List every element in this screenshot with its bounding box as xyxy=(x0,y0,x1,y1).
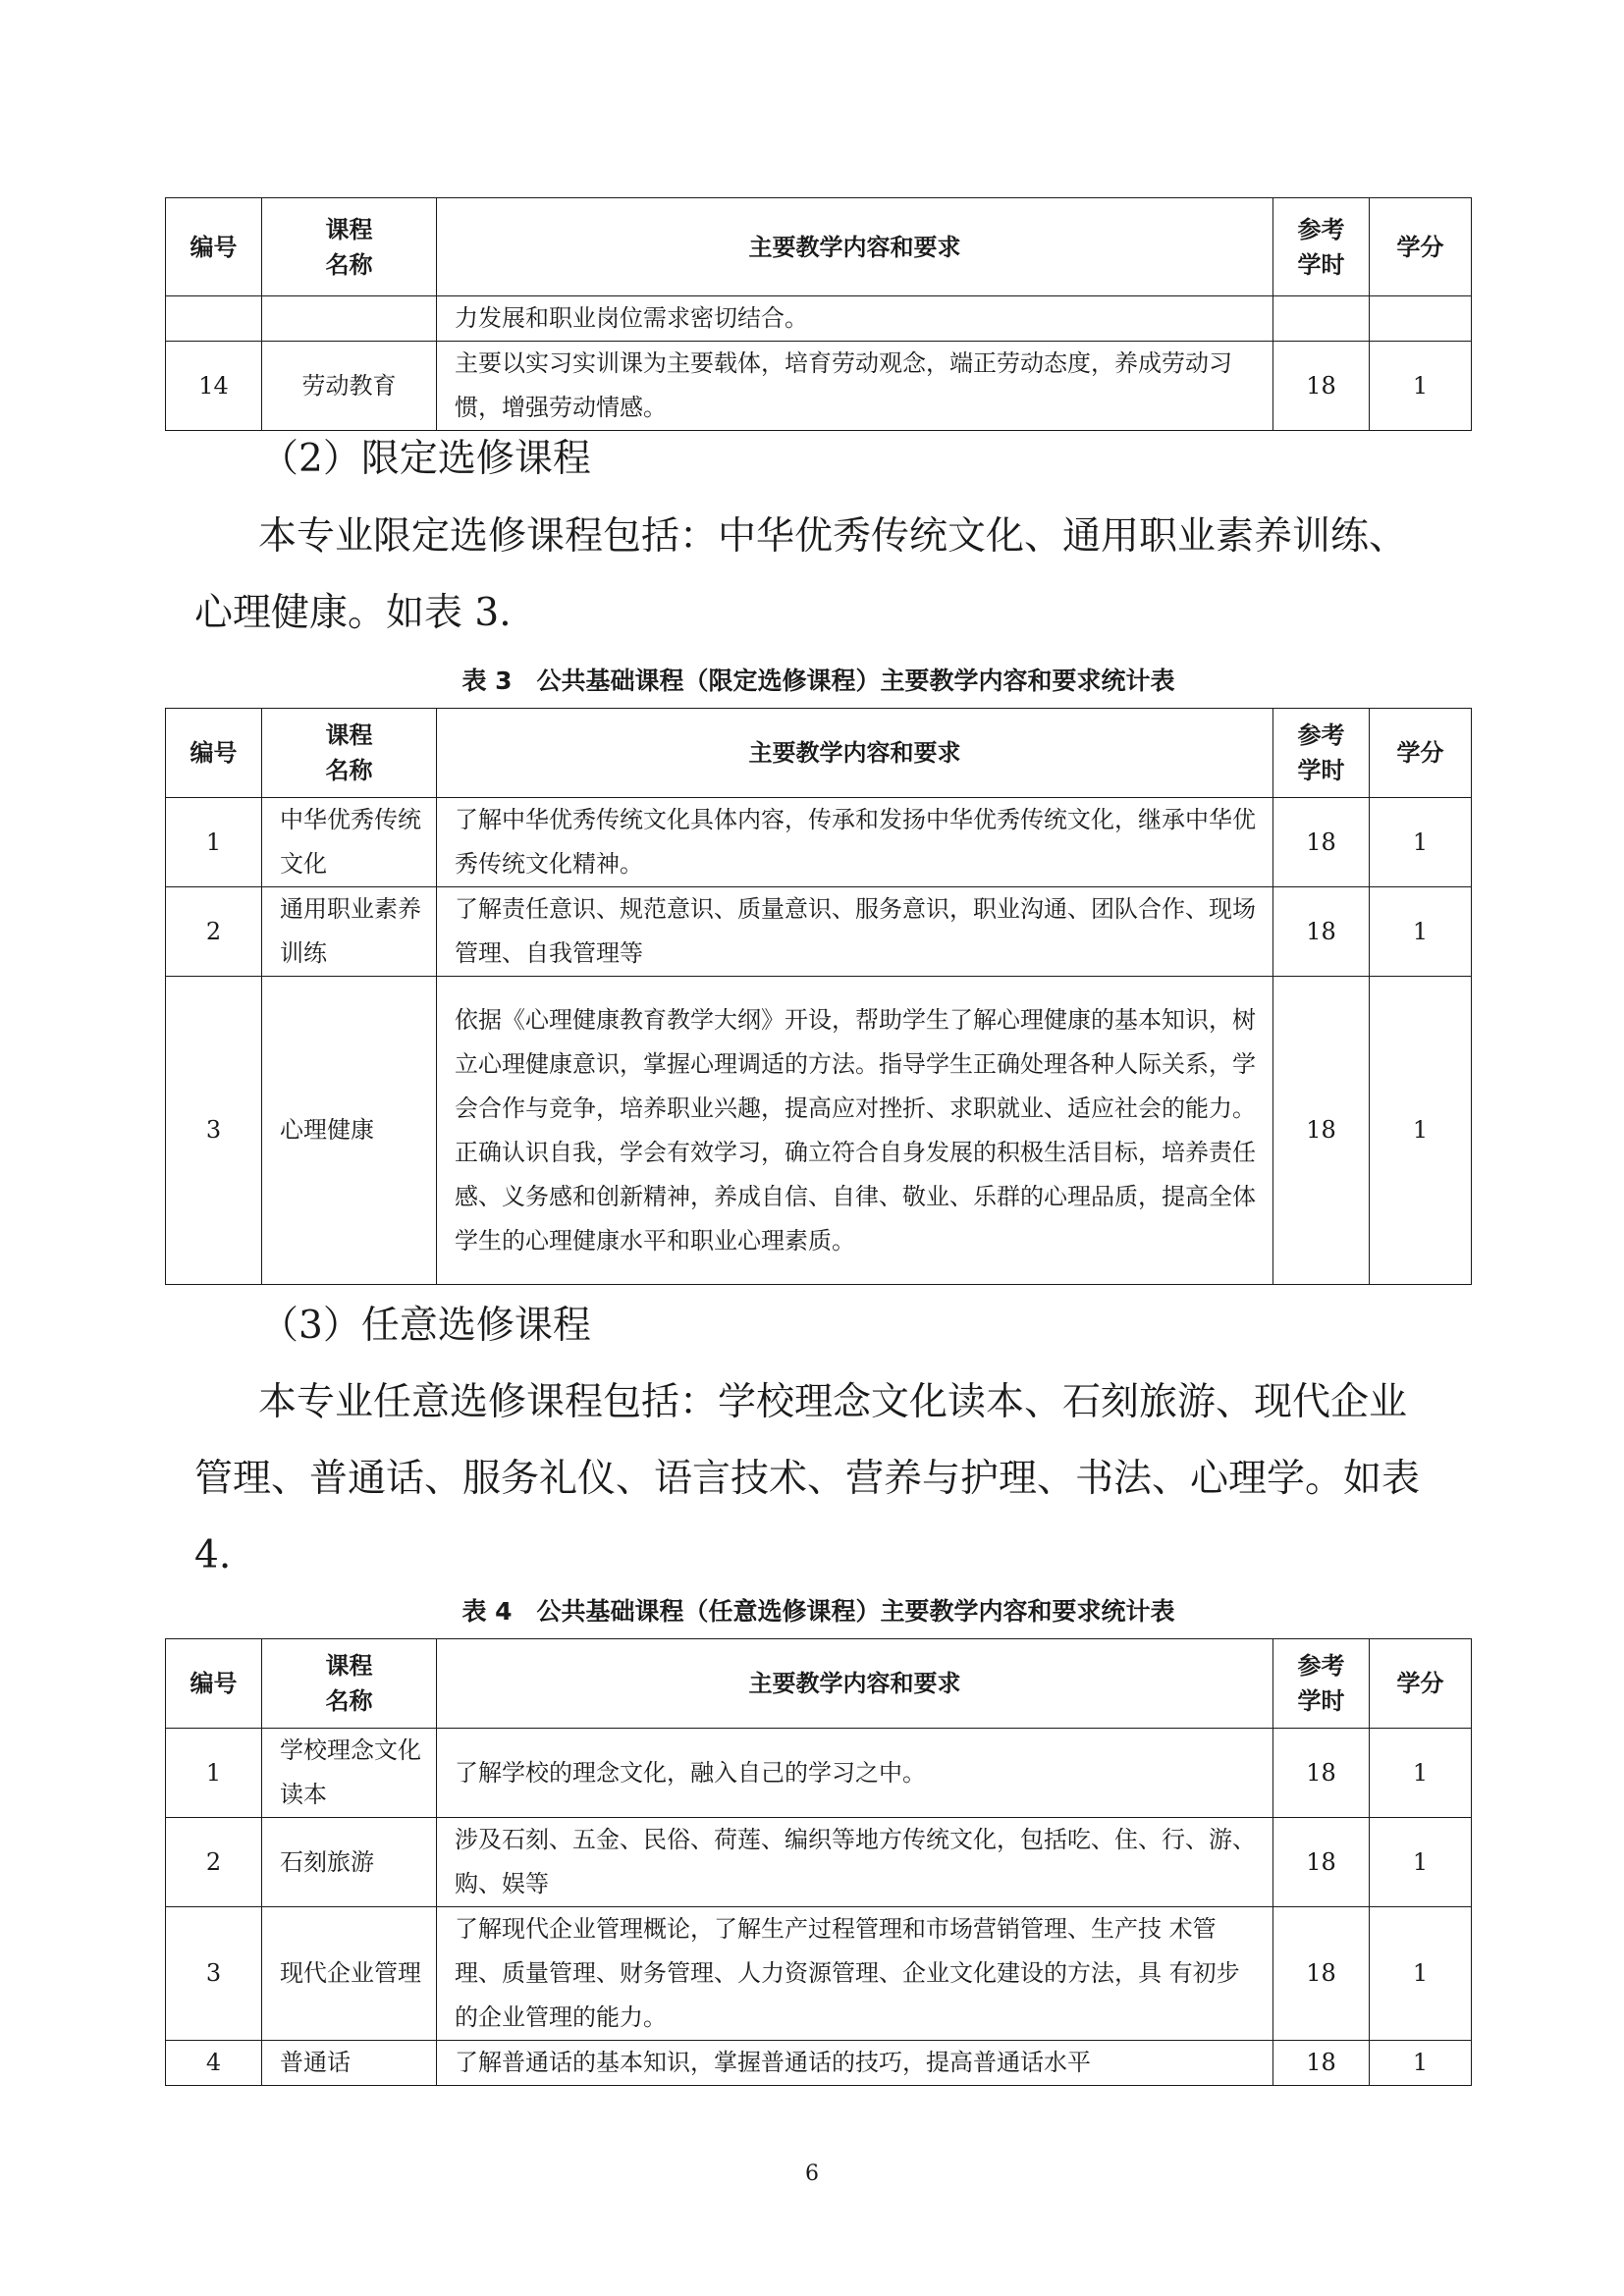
cell-course-name: 学校理念文化读本 xyxy=(262,1729,437,1818)
cell-content: 了解普通话的基本知识，掌握普通话的技巧，提高普通话水平 xyxy=(437,2041,1273,2086)
cell-content: 涉及石刻、五金、民俗、荷莲、编织等地方传统文化，包括吃、住、行、游、购、娱等 xyxy=(437,1818,1273,1907)
section-paragraph-optional-electives: 本专业任意选修课程包括：学校理念文化读本、石刻旅游、现代企业管理、普通话、服务礼仪、语言技术、营养与护理、书法、心理学。如表 4. xyxy=(194,1380,1421,1577)
cell-content: 了解中华优秀传统文化具体内容，传承和发扬中华优秀传统文化，继承中华优秀传统文化精神。 xyxy=(437,798,1273,887)
cell-hours xyxy=(1273,296,1370,342)
header-credit: 学分 xyxy=(1370,1639,1472,1729)
header-name-line2: 名称 xyxy=(325,1687,373,1715)
cell-no: 1 xyxy=(166,1729,262,1818)
header-hours xyxy=(1273,709,1370,798)
cell-hours: 18 xyxy=(1273,1907,1370,2041)
table-row xyxy=(166,887,1472,977)
cell-course-name: 通用职业素养训练 xyxy=(262,887,437,977)
cell-no: 2 xyxy=(166,1818,262,1907)
cell-hours: 18 xyxy=(1273,1818,1370,1907)
header-hours xyxy=(1273,1639,1370,1729)
header-content: 主要教学内容和要求 xyxy=(437,198,1273,296)
header-no: 编号 xyxy=(166,1639,262,1729)
course-table-continued xyxy=(165,197,1472,431)
header-course-name xyxy=(262,709,437,798)
cell-course-name: 劳动教育 xyxy=(262,342,437,431)
header-name-line1: 课程 xyxy=(325,1652,373,1680)
cell-no xyxy=(166,296,262,342)
cell-credit: 1 xyxy=(1370,2041,1472,2086)
table-row xyxy=(166,1907,1472,2041)
cell-credit: 1 xyxy=(1370,1818,1472,1907)
header-name-line2: 名称 xyxy=(325,757,373,784)
cell-hours: 18 xyxy=(1273,342,1370,431)
header-course-name xyxy=(262,198,437,296)
page-number: 6 xyxy=(805,2162,819,2186)
table-row xyxy=(166,977,1472,1285)
header-name-line2: 名称 xyxy=(325,250,373,279)
table-row xyxy=(166,342,1472,431)
header-no: 编号 xyxy=(166,198,262,296)
cell-content: 依据《心理健康教育教学大纲》开设，帮助学生了解心理健康的基本知识，树立心理健康意识，掌握心理调适的方法。指导学生正确处理各种人际关系，学会合作与竞争，培养职业兴趣，提高应对挫折、求职就业、适应社会的能力。正确认识自我，学会有效学习，确立符合自身发展的积极生活目标，培养责任感、义务感和创新精神，养成自信、自律、敬业、乐群的心理品质，提高全体学生的心理健康水平和职业心理素质。 xyxy=(437,977,1273,1285)
cell-content: 了解现代企业管理概论，了解生产过程管理和市场营销管理、生产技 术管理、质量管理、财务管理、人力资源管理、企业文化建设的方法，具 有初步的企业管理的能力。 xyxy=(437,1907,1273,2041)
course-table-4 xyxy=(165,1638,1472,2086)
header-name-line1: 课程 xyxy=(325,215,373,243)
cell-hours: 18 xyxy=(1273,1729,1370,1818)
header-hours-line2: 学时 xyxy=(1297,250,1345,279)
table-row xyxy=(166,296,1472,342)
cell-no: 1 xyxy=(166,798,262,887)
cell-credit: 1 xyxy=(1370,798,1472,887)
cell-hours: 18 xyxy=(1273,798,1370,887)
cell-credit xyxy=(1370,296,1472,342)
cell-credit: 1 xyxy=(1370,977,1472,1285)
table-header-row xyxy=(166,709,1472,798)
header-hours-line1: 参考 xyxy=(1297,215,1345,243)
cell-content: 力发展和职业岗位需求密切结合。 xyxy=(437,296,1273,342)
header-credit: 学分 xyxy=(1370,709,1472,798)
cell-credit: 1 xyxy=(1370,887,1472,977)
table-header-row xyxy=(166,1639,1472,1729)
cell-hours: 18 xyxy=(1273,2041,1370,2086)
cell-no: 4 xyxy=(166,2041,262,2086)
cell-course-name: 普通话 xyxy=(262,2041,437,2086)
cell-course-name: 现代企业管理 xyxy=(262,1907,437,2041)
cell-hours: 18 xyxy=(1273,887,1370,977)
table-row xyxy=(166,1729,1472,1818)
course-table-3 xyxy=(165,708,1472,1285)
header-hours xyxy=(1273,198,1370,296)
header-course-name xyxy=(262,1639,437,1729)
header-hours-line1: 参考 xyxy=(1297,1652,1345,1680)
table-row xyxy=(166,798,1472,887)
table3-caption: 表 3 公共基础课程（限定选修课程）主要教学内容和要求统计表 xyxy=(461,667,1175,695)
header-content: 主要教学内容和要求 xyxy=(437,1639,1273,1729)
header-no: 编号 xyxy=(166,709,262,798)
section-heading-restricted-electives: （2）限定选修课程 xyxy=(260,437,591,481)
table4-caption: 表 4 公共基础课程（任意选修课程）主要教学内容和要求统计表 xyxy=(461,1597,1175,1626)
cell-no: 3 xyxy=(166,1907,262,2041)
section-paragraph-restricted-electives: 本专业限定选修课程包括：中华优秀传统文化、通用职业素养训练、心理健康。如表 3. xyxy=(194,514,1408,635)
cell-no: 14 xyxy=(166,342,262,431)
header-hours-line2: 学时 xyxy=(1297,757,1345,784)
header-name-line1: 课程 xyxy=(325,721,373,749)
cell-credit: 1 xyxy=(1370,342,1472,431)
header-hours-line2: 学时 xyxy=(1297,1687,1345,1715)
cell-course-name: 心理健康 xyxy=(262,977,437,1285)
cell-credit: 1 xyxy=(1370,1729,1472,1818)
header-credit: 学分 xyxy=(1370,198,1472,296)
table-row xyxy=(166,1818,1472,1907)
cell-content: 了解责任意识、规范意识、质量意识、服务意识，职业沟通、团队合作、现场管理、自我管理等 xyxy=(437,887,1273,977)
cell-content: 主要以实习实训课为主要载体，培育劳动观念，端正劳动态度，养成劳动习惯，增强劳动情感。 xyxy=(437,342,1273,431)
header-hours-line1: 参考 xyxy=(1297,721,1345,749)
cell-course-name xyxy=(262,296,437,342)
cell-course-name: 石刻旅游 xyxy=(262,1818,437,1907)
cell-hours: 18 xyxy=(1273,977,1370,1285)
cell-credit: 1 xyxy=(1370,1907,1472,2041)
cell-content: 了解学校的理念文化，融入自己的学习之中。 xyxy=(437,1729,1273,1818)
table-row xyxy=(166,2041,1472,2086)
section-heading-optional-electives: （3）任意选修课程 xyxy=(260,1304,591,1348)
table-header-row xyxy=(166,198,1472,296)
header-content: 主要教学内容和要求 xyxy=(437,709,1273,798)
cell-course-name: 中华优秀传统文化 xyxy=(262,798,437,887)
cell-no: 2 xyxy=(166,887,262,977)
cell-no: 3 xyxy=(166,977,262,1285)
